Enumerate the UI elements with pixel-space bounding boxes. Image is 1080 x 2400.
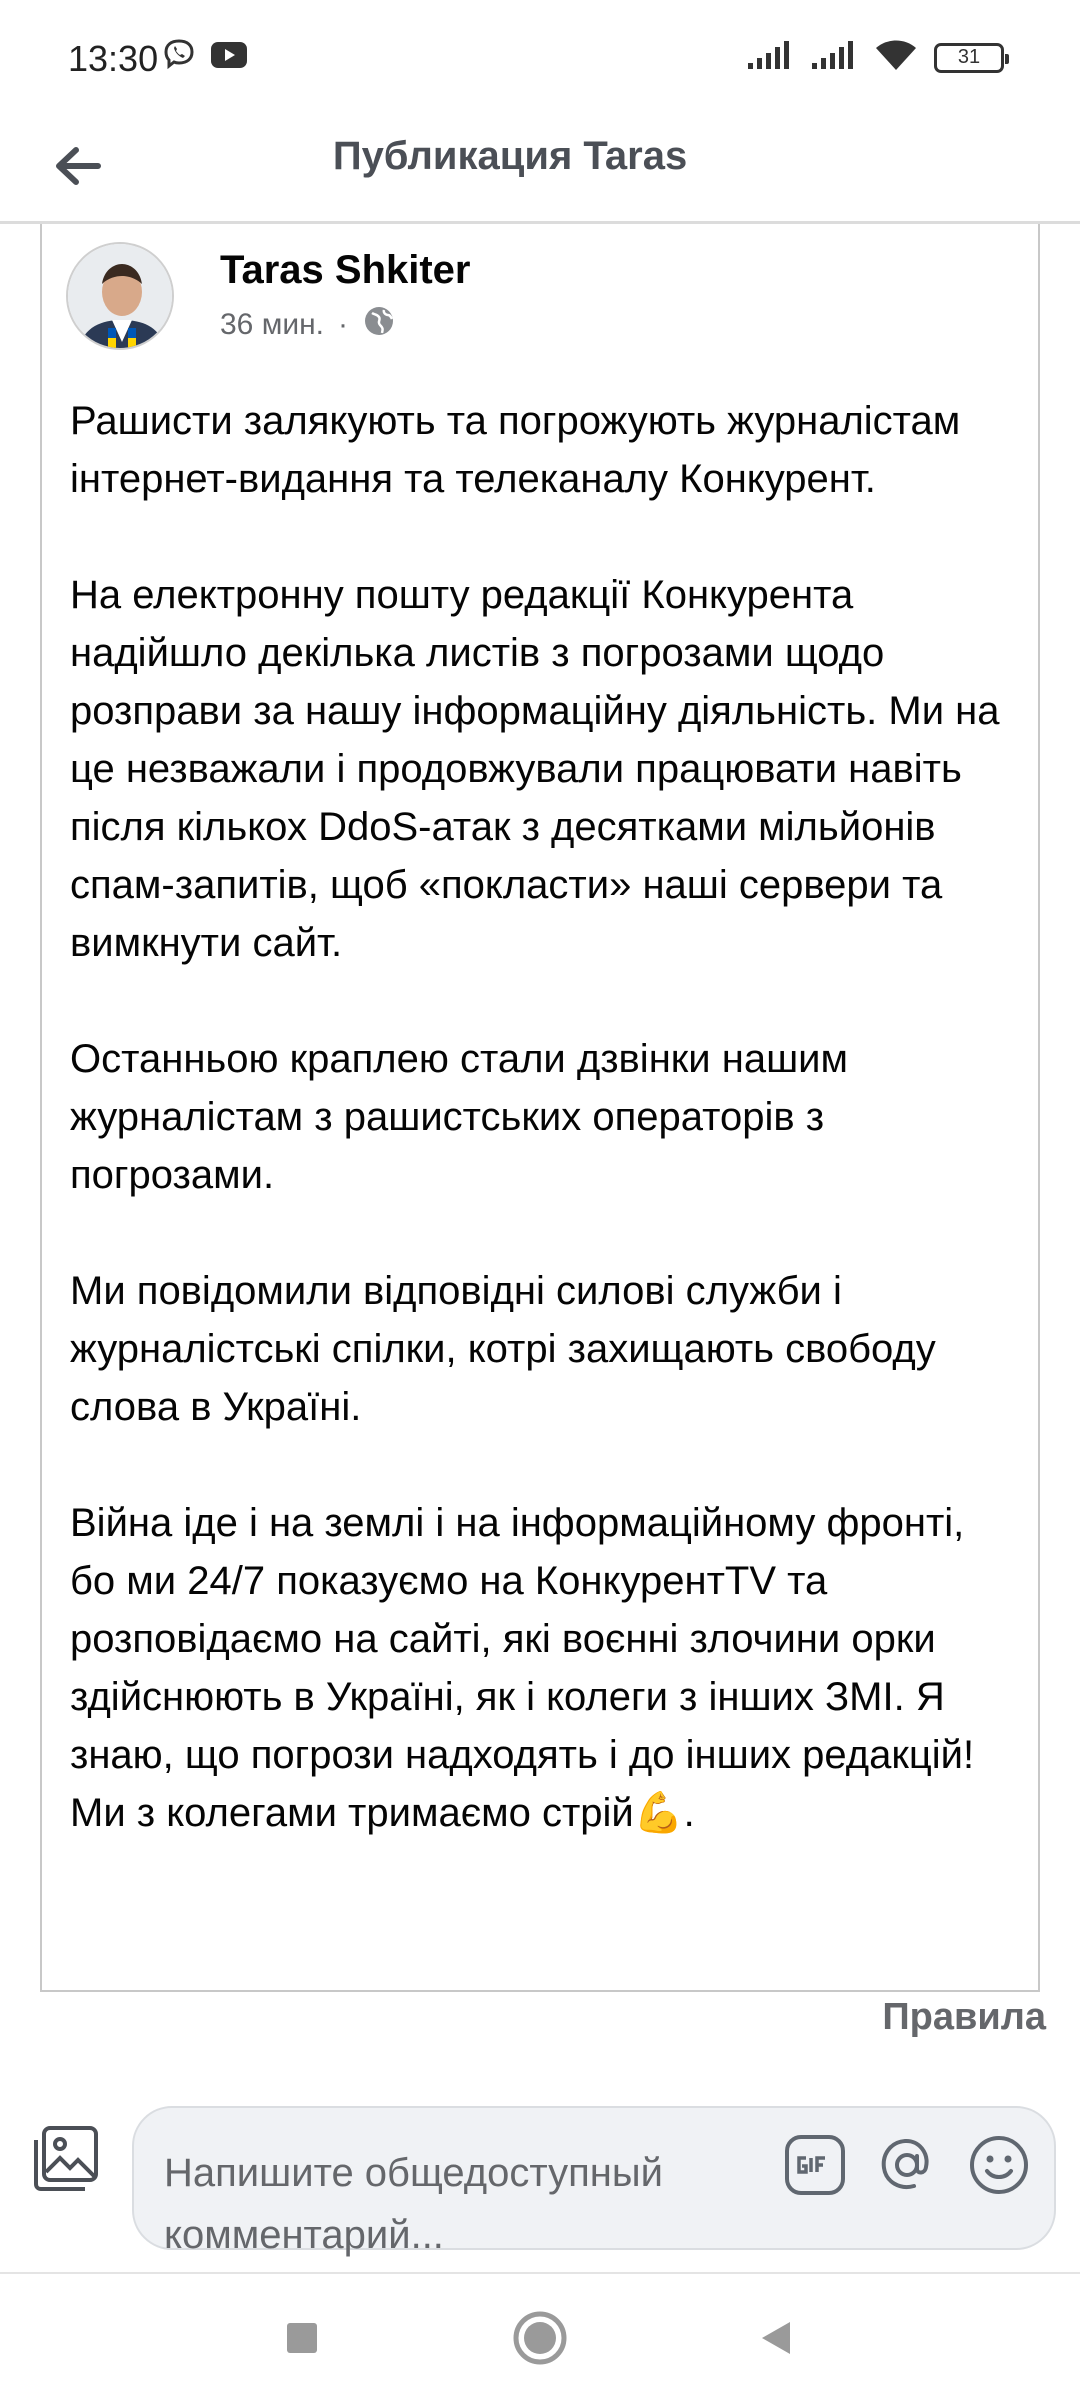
battery-level: 31 bbox=[957, 46, 981, 68]
post-paragraph: Останньою краплею стали дзвінки нашим журналістам з рашистських операторів з погрозами. bbox=[70, 1037, 849, 1197]
smiley-icon bbox=[968, 2134, 1030, 2196]
battery-icon bbox=[934, 43, 1004, 73]
wifi-icon bbox=[874, 38, 918, 77]
post-paragraph-last bbox=[70, 1494, 1020, 1842]
meta-separator: · bbox=[338, 308, 348, 341]
post-paragraph: Рашисти залякують та погрожують журналістам інтернет-видання та телеканалу Конкурент. bbox=[70, 399, 961, 501]
rules-link[interactable]: Правила bbox=[882, 1996, 1046, 2038]
at-sign-icon bbox=[876, 2134, 938, 2196]
post-last-line-end: . bbox=[683, 1791, 695, 1835]
post-time[interactable]: 36 мин. bbox=[220, 308, 324, 341]
triangle-back-icon bbox=[756, 2318, 796, 2358]
page-title: Публикация Taras bbox=[332, 134, 688, 178]
gif-button[interactable] bbox=[782, 2132, 848, 2198]
author-avatar[interactable] bbox=[66, 242, 174, 350]
youtube-icon bbox=[210, 40, 248, 75]
home-button[interactable] bbox=[510, 2308, 570, 2368]
globe-icon bbox=[362, 304, 396, 346]
add-photo-button[interactable] bbox=[30, 2122, 102, 2194]
emoji-button[interactable] bbox=[966, 2132, 1032, 2198]
signal-icon bbox=[746, 39, 794, 76]
author-name[interactable]: Taras Shkiter bbox=[220, 248, 471, 292]
flexed-biceps-emoji: 💪 bbox=[633, 1791, 684, 1835]
comment-composer bbox=[0, 2082, 1080, 2272]
square-icon bbox=[285, 2321, 319, 2355]
photo-icon bbox=[30, 2122, 102, 2194]
post-last-line: Ми з колегами тримаємо стрій bbox=[70, 1791, 634, 1835]
post-paragraph: Ми повідомили відповідні силові служби і журналістські спілки, котрі захищають свободу слова в Україні. bbox=[70, 1269, 936, 1429]
viber-icon bbox=[162, 38, 196, 77]
post-text bbox=[70, 392, 1020, 1842]
post-meta bbox=[220, 304, 396, 346]
back-nav-button[interactable] bbox=[746, 2308, 806, 2368]
post-paragraph: Війна іде і на землі і на інформаційному фронті, бо ми 24/7 показуємо на КонкурентTV та розповідаємо на сайті, які воєнні злочини орки здійснюють в Україні, як і колеги з інших ЗМІ. Я знаю, що погрози надходять і до інших редакцій! bbox=[70, 1501, 975, 1777]
mention-button[interactable] bbox=[874, 2132, 940, 2198]
post-card bbox=[40, 224, 1040, 1992]
app-header bbox=[0, 118, 1080, 224]
recents-button[interactable] bbox=[272, 2308, 332, 2368]
system-nav-bar bbox=[0, 2272, 1080, 2400]
status-time: 13:30 bbox=[68, 38, 159, 79]
post-paragraph: На електронну пошту редакції Конкурента надійшло декілька листів з погрозами щодо розправи за нашу інформаційну діяльність. Ми на це незважали і продовжували працювати навіть після кількох DdoS-атак з десятками мільйонів спам-запитів, щоб «покласти» наші сервери та вимкнути сайт. bbox=[70, 573, 1000, 965]
gif-icon bbox=[784, 2134, 846, 2196]
comment-placeholder: Напишите общедоступный комментарий... bbox=[164, 2151, 663, 2257]
status-bar bbox=[0, 0, 1080, 118]
circle-icon bbox=[512, 2310, 568, 2366]
comment-input[interactable] bbox=[132, 2106, 1056, 2257]
signal-icon bbox=[810, 39, 858, 76]
